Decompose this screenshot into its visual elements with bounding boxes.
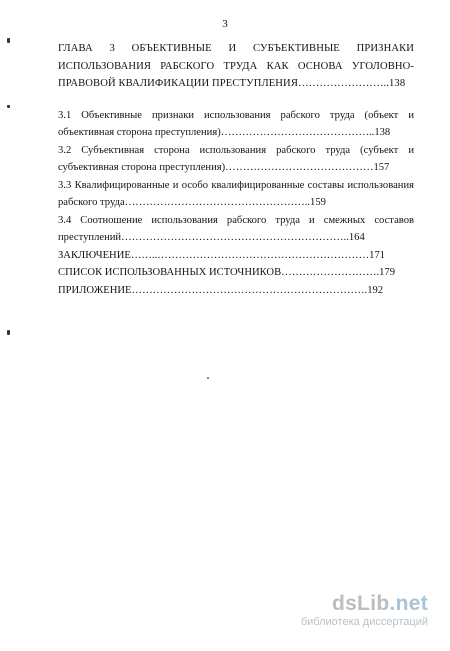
watermark-logo	[301, 593, 428, 615]
toc-entry-3-1-line-1: 3.1 Объективные признаки использования рабского труда (объект и	[58, 109, 414, 121]
toc-entry-3-2	[58, 142, 414, 177]
toc-section-appendix: ПРИЛОЖЕНИЕ………………………………………………………….192	[58, 284, 384, 296]
toc-entry-3-3-line-1: 3.3 Квалифицированные и особо квалифицированные составы использования	[58, 179, 414, 191]
chapter-3-line-3: ПРАВОВОЙ КВАЛИФИКАЦИИ ПРЕСТУПЛЕНИЯ……………………..138	[58, 78, 406, 89]
watermark	[301, 593, 428, 629]
watermark-logo-main: dsLib	[331, 592, 390, 615]
chapter-3-line-2: ИСПОЛЬЗОВАНИЯ РАБСКОГО ТРУДА КАК ОСНОВА УГОЛОВНО-	[58, 60, 414, 72]
toc-section-conclusion: ЗАКЛЮЧЕНИЕ……..……………………………………………………171	[58, 249, 386, 261]
toc-entry-3-4-line-2: преступлений………………………………………………………..164	[58, 232, 365, 243]
chapter-3-heading	[58, 40, 414, 93]
toc-entry-3-1-line-2: объективная сторона преступления)……………………………………..138	[58, 127, 391, 138]
margin-punch-mark	[7, 38, 10, 43]
table-of-contents	[58, 40, 414, 299]
watermark-logo-tld: .net	[389, 592, 428, 615]
toc-entry-3-3-line-2: рабского труда……………………………………………..159	[58, 197, 326, 208]
margin-punch-mark	[7, 330, 10, 335]
chapter-3-line-1: ГЛАВА 3 ОБЪЕКТИВНЫЕ И СУБЪЕКТИВНЫЕ ПРИЗНАКИ	[58, 43, 414, 54]
toc-section-references: СПИСОК ИСПОЛЬЗОВАННЫХ ИСТОЧНИКОВ……………………….179	[58, 267, 396, 278]
toc-entry-3-2-line-1: 3.2 Субъективная сторона использования рабского труда (субъект и	[58, 144, 414, 156]
toc-entry-3-1	[58, 107, 414, 142]
watermark-subtitle: библиотека диссертаций	[300, 616, 428, 628]
page-number: 3	[222, 18, 228, 30]
margin-punch-mark	[7, 105, 10, 108]
toc-entry-3-2-line-2: субъективная сторона преступления)……………………………………157	[58, 162, 390, 173]
spacer	[58, 93, 414, 107]
toc-entry-3-4	[58, 212, 414, 247]
toc-entry-3-3	[58, 177, 414, 212]
scan-speck	[207, 377, 209, 379]
toc-entry-3-4-line-1: 3.4 Соотношение использования рабского труда и смежных составов	[58, 214, 414, 226]
